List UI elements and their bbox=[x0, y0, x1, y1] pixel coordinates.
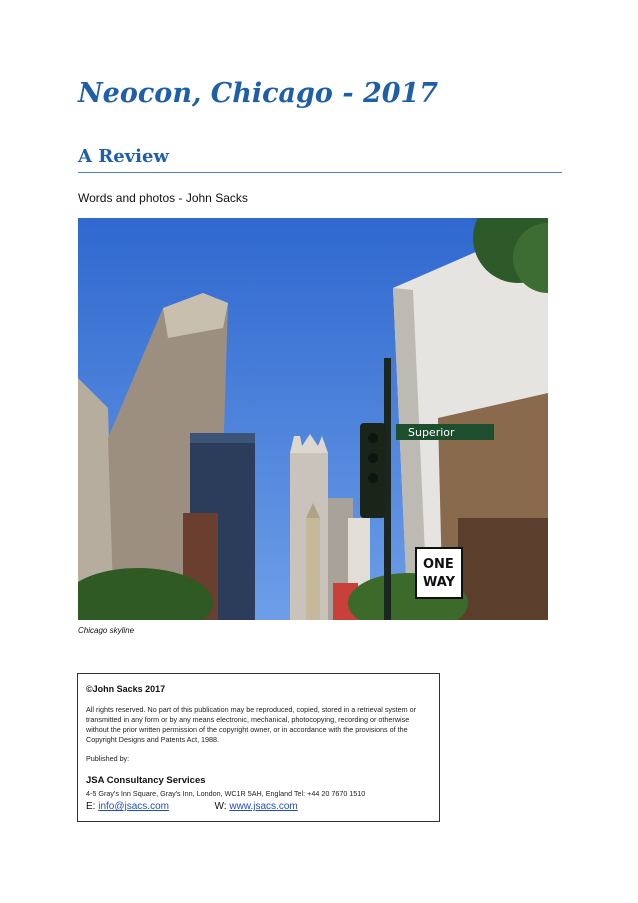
contact-line bbox=[86, 801, 431, 812]
one-way-sign-line2: WAY bbox=[423, 575, 455, 590]
copyright-notice: ©John Sacks 2017 bbox=[86, 684, 166, 694]
publisher-address: 4-5 Gray's Inn Square, Gray's Inn, London, WC1R 5AH, England Tel: +44 20 7670 1510 bbox=[86, 789, 366, 798]
byline: Words and photos - John Sacks bbox=[78, 191, 248, 205]
one-way-sign bbox=[416, 548, 462, 598]
publisher-name: JSA Consultancy Services bbox=[86, 775, 206, 786]
document-title: Neocon, Chicago - 2017 bbox=[78, 78, 439, 109]
email-label: E: bbox=[86, 801, 96, 812]
one-way-sign-line1: ONE bbox=[423, 557, 454, 572]
rights-statement: All rights reserved. No part of this publication may be reproduced, copied, stored in a retrieval system or transmitted in any form or by any means electronic, mechanical, photocopying, recording or otherwise without the prior written permission of the copyright owner, or in accordance with the provisions of the Copyright Designs and Patents Act, 1988. bbox=[86, 705, 416, 744]
copyright-box bbox=[77, 673, 440, 822]
website-link[interactable]: www.jsacs.com bbox=[229, 801, 298, 812]
street-sign-text: Superior bbox=[408, 426, 455, 439]
photo-caption: Chicago skyline bbox=[78, 626, 135, 635]
water-tower bbox=[306, 518, 320, 620]
published-by-label: Published by: bbox=[86, 754, 130, 763]
title-divider bbox=[78, 172, 562, 173]
document-subtitle: A Review bbox=[78, 146, 169, 167]
email-link[interactable]: info@jsacs.com bbox=[98, 801, 169, 812]
chicago-skyline-photo bbox=[78, 218, 548, 620]
web-label: W: bbox=[214, 801, 227, 812]
